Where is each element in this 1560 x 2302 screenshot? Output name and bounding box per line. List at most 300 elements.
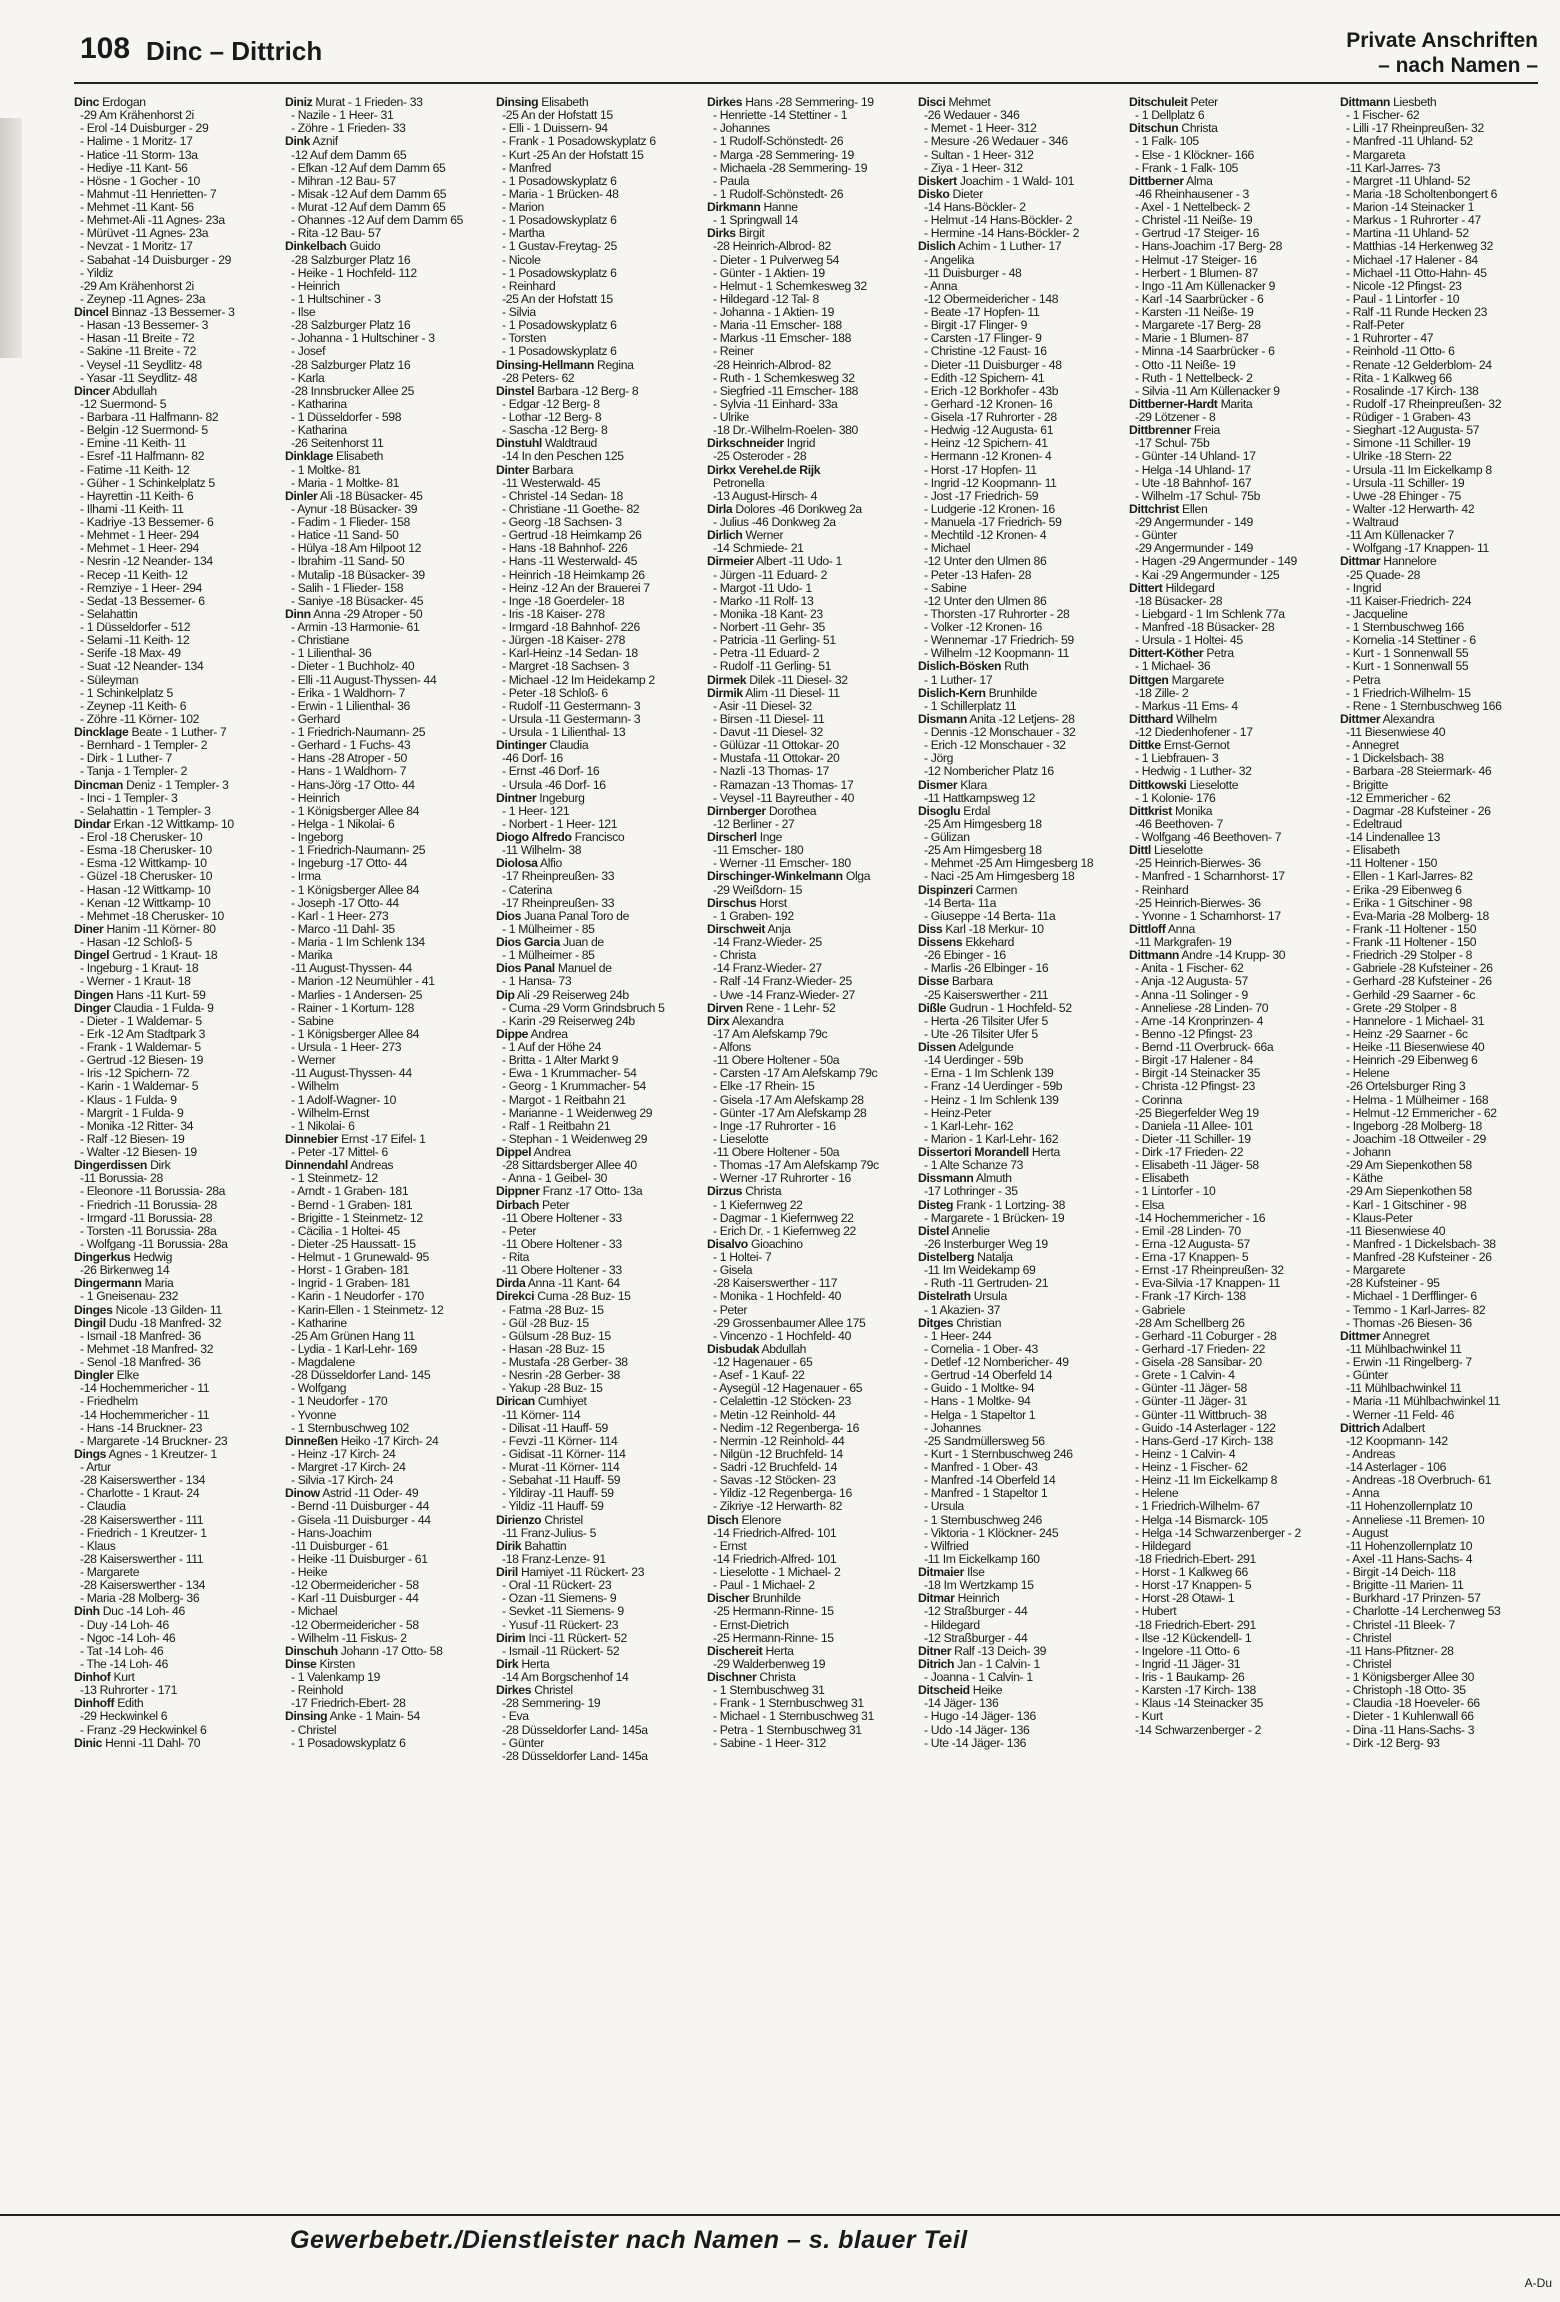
entry-text: - Esref -11 Halfmann- 82 bbox=[80, 449, 205, 464]
entry-text: - Güzel -18 Cherusker- 10 bbox=[80, 869, 213, 884]
entry-text: Claudia bbox=[549, 738, 589, 753]
entry-text: Heike bbox=[972, 1683, 1003, 1698]
entry-text: Christian bbox=[956, 1315, 1002, 1330]
entry-text: Andrea bbox=[530, 1026, 568, 1041]
entry-text: - Michael -11 Otto-Hahn- 45 bbox=[1346, 265, 1487, 280]
entry-text: - Eleonore -11 Borussia- 28a bbox=[80, 1184, 226, 1199]
entry-text: - 1 Akazien- 37 bbox=[924, 1302, 1001, 1317]
entry-text: - Heinrich -29 Eibenweg 6 bbox=[1346, 1053, 1478, 1068]
entry-text: - Renate -12 Gelderblom- 24 bbox=[1346, 357, 1492, 372]
entry-text: - Dennis -12 Monschauer - 32 bbox=[924, 725, 1076, 739]
entry-text: - Fatime -11 Keith- 12 bbox=[80, 462, 190, 477]
section-title bbox=[1346, 28, 1538, 78]
entry-text: Abdullah bbox=[761, 1341, 807, 1356]
entry-text: - Hayrettin -11 Keith- 6 bbox=[80, 488, 194, 503]
entry-text: -11 Holtener - 150 bbox=[1346, 856, 1438, 871]
entry-text: Achim - 1 Luther- 17 bbox=[957, 239, 1062, 254]
entry-text: - Frank - 1 Sternbuschweg 31 bbox=[713, 1696, 864, 1711]
entry-text: Frank - 1 Lortzing- 38 bbox=[956, 1197, 1066, 1212]
entry-text: - Gertrud -14 Oberfeld 14 bbox=[924, 1368, 1053, 1383]
entry-text: - Ursula bbox=[924, 1499, 964, 1514]
entry-text: -12 Auf dem Damm 65 bbox=[291, 147, 407, 162]
entry-text: - Iris -18 Kaiser- 278 bbox=[502, 606, 605, 621]
entry-text: - 1 Graben- 192 bbox=[713, 908, 794, 923]
entry-text: Klara bbox=[960, 777, 987, 792]
surname: Dirkschneider bbox=[707, 436, 784, 451]
entry-text: - Paula bbox=[713, 173, 750, 188]
entry-text: -25 Kaiserswerther - 211 bbox=[924, 987, 1049, 1002]
surname: Dincman bbox=[74, 777, 124, 792]
entry-text: - 1 Heer- 244 bbox=[924, 1328, 992, 1343]
surname: Dissens bbox=[918, 935, 963, 949]
entry-text: - Rita -12 Bau- 57 bbox=[291, 226, 381, 241]
entry-text: - Gerhild -29 Saarner - 6c bbox=[1346, 987, 1476, 1002]
entry-text: - Werner -11 Feld- 46 bbox=[1346, 1407, 1455, 1422]
entry-text: - Peter -18 Schloß- 6 bbox=[502, 685, 608, 700]
entry-text: - Helga -14 Bismarck- 105 bbox=[1135, 1512, 1268, 1527]
entry-text: - Bernd - 1 Graben- 181 bbox=[291, 1197, 413, 1212]
entry-text: - Gerhard - 1 Fuchs- 43 bbox=[291, 738, 411, 753]
directory-columns bbox=[74, 96, 1540, 2208]
surname: Dirzus bbox=[707, 1184, 743, 1199]
entry-text: - 1 Friedrich-Wilhelm- 67 bbox=[1135, 1499, 1260, 1514]
directory-entry bbox=[1129, 1724, 1325, 1737]
entry-text: - Anna bbox=[924, 278, 958, 293]
entry-text: -25 An der Hofstatt 15 bbox=[502, 108, 613, 123]
entry-text: - Wolfgang -46 Beethoven- 7 bbox=[1135, 830, 1282, 844]
entry-text: - Gülsum -28 Buz- 15 bbox=[502, 1328, 611, 1343]
entry-text: - Mechtild -12 Kronen- 4 bbox=[924, 528, 1047, 543]
entry-text: - Ralf -14 Franz-Wieder- 25 bbox=[713, 974, 852, 989]
entry-text: - Arne -14 Kronprinzen- 4 bbox=[1135, 1013, 1264, 1028]
entry-text: - Hermann -12 Kronen- 4 bbox=[924, 449, 1052, 464]
entry-text: -26 Seitenhorst 11 bbox=[291, 436, 384, 451]
entry-text: - Nazli -13 Thomas- 17 bbox=[713, 764, 830, 779]
entry-text: - Heike -11 Biesenwiese 40 bbox=[1346, 1040, 1485, 1054]
entry-text: - Erika - 1 Gitschiner - 98 bbox=[1346, 895, 1473, 910]
entry-text: - Kurt -25 An der Hofstatt 15 bbox=[502, 147, 644, 162]
entry-text: Inge bbox=[759, 830, 783, 844]
entry-text: - Erwin -11 Ringelberg- 7 bbox=[1346, 1355, 1472, 1369]
entry-text: - Gisela -17 Ruhrorter - 28 bbox=[924, 410, 1057, 424]
entry-text: - Johanna - 1 Aktien- 19 bbox=[713, 305, 835, 319]
entry-text: - Rene - 1 Sternbuschweg 166 bbox=[1346, 698, 1502, 713]
entry-text: - Fatma -28 Buz- 15 bbox=[502, 1302, 604, 1317]
entry-text: Deniz - 1 Templer- 3 bbox=[126, 777, 229, 792]
entry-text: -17 Schul- 75b bbox=[1135, 436, 1210, 451]
entry-text: - Klaus bbox=[80, 1538, 116, 1553]
entry-text: - Hans-Joachim -17 Berg- 28 bbox=[1135, 239, 1283, 254]
surname: Dippner bbox=[496, 1184, 540, 1199]
entry-text: - Günter bbox=[1346, 1368, 1388, 1383]
entry-text: -12 Nombericher Platz 16 bbox=[924, 764, 1054, 779]
entry-text: Almuth bbox=[975, 1171, 1012, 1186]
surname: Dinges bbox=[74, 1302, 113, 1317]
entry-text: - Hatice -11 Storm- 13a bbox=[80, 147, 198, 162]
entry-text: - Ziya - 1 Heer- 312 bbox=[924, 160, 1023, 175]
surname: Disch bbox=[707, 1512, 739, 1527]
surname: Dittloff bbox=[1129, 921, 1166, 936]
entry-text: - Ewa - 1 Krummacher- 54 bbox=[502, 1066, 637, 1081]
entry-text: - Bernd -11 Overbruck- 66a bbox=[1135, 1040, 1274, 1054]
entry-text: - Margrit - 1 Fulda- 9 bbox=[80, 1105, 184, 1120]
entry-text: Rene - 1 Lehr- 52 bbox=[745, 1000, 836, 1015]
entry-text: - Dieter - 1 Kuhlenwall 66 bbox=[1346, 1709, 1474, 1724]
entry-text: - Frank -17 Kirch- 138 bbox=[1135, 1289, 1246, 1304]
entry-text: - Karl - 1 Heer- 273 bbox=[291, 908, 389, 923]
entry-text: - 1 Friedrich-Naumann- 25 bbox=[291, 843, 426, 858]
entry-text: -26 Wedauer - 346 bbox=[924, 108, 1020, 123]
entry-text: Alexandra bbox=[731, 1013, 784, 1028]
entry-text: - Dieter -25 Haussatt- 15 bbox=[291, 1236, 416, 1251]
entry-text: - Hasan -28 Buz- 15 bbox=[502, 1341, 605, 1356]
entry-text: - 1 Rudolf-Schönstedt- 26 bbox=[713, 186, 844, 201]
entry-text: - Beate -17 Hopfen- 11 bbox=[924, 305, 1040, 319]
entry-text: - Hösne - 1 Gocher - 10 bbox=[80, 173, 200, 188]
entry-text: Ali -29 Reiserweg 24b bbox=[516, 987, 629, 1002]
entry-text: - Elke -17 Rhein- 15 bbox=[713, 1079, 815, 1094]
entry-text: - Julius -46 Donkweg 2a bbox=[713, 515, 836, 529]
entry-text: - Cornelia - 1 Ober- 43 bbox=[924, 1341, 1038, 1356]
entry-text: - Ursula -11 Schiller- 19 bbox=[1346, 475, 1465, 490]
entry-text: - Joseph -17 Otto- 44 bbox=[291, 895, 399, 910]
surname: Dinc bbox=[74, 96, 100, 109]
entry-text: Ellen bbox=[1182, 501, 1208, 516]
surname: Dirbach bbox=[496, 1197, 539, 1212]
surname: Dinkelbach bbox=[285, 239, 347, 254]
entry-text: - Mesure -26 Wedauer - 346 bbox=[924, 134, 1068, 149]
section-title-line2: – nach Namen – bbox=[1378, 54, 1538, 77]
entry-text: -29 Walderbenweg 19 bbox=[713, 1656, 826, 1671]
entry-text: - Ingeburg - 1 Kraut- 18 bbox=[80, 961, 199, 976]
entry-text: -11 Kaiser-Friedrich- 224 bbox=[1346, 593, 1472, 608]
entry-text: - Georg - 1 Krummacher- 54 bbox=[502, 1079, 646, 1094]
entry-text: - Lieselotte - 1 Michael- 2 bbox=[713, 1565, 841, 1579]
entry-text: -14 Jäger- 136 bbox=[924, 1696, 999, 1711]
surname: Dinsing bbox=[285, 1709, 328, 1724]
entry-text: -28 Kaiserswerther - 134 bbox=[80, 1473, 206, 1488]
surname: Dinneßen bbox=[285, 1433, 338, 1448]
entry-text: - Gisela bbox=[713, 1263, 753, 1278]
entry-text: - Eva-Silvia -17 Knappen- 11 bbox=[1135, 1276, 1281, 1291]
surname: Dittmann bbox=[1340, 96, 1391, 109]
entry-text: - Michael bbox=[924, 541, 971, 556]
entry-text: - Werner -11 Emscher- 180 bbox=[713, 856, 851, 871]
entry-text: - Marion - 1 Karl-Lehr- 162 bbox=[924, 1131, 1059, 1146]
entry-text: - Ursula -11 Gestermann- 3 bbox=[502, 711, 641, 726]
entry-text: - 1 Sternbuschweg 31 bbox=[713, 1683, 825, 1698]
entry-text: - Recep -11 Keith- 12 bbox=[80, 567, 188, 582]
entry-text: Ernst-Gernot bbox=[1163, 738, 1230, 753]
entry-text: -29 Am Krähenhorst 2i bbox=[80, 108, 194, 123]
entry-text: - Mustafa -28 Gerber- 38 bbox=[502, 1355, 628, 1369]
entry-text: - Kai -29 Angermunder - 125 bbox=[1135, 567, 1280, 582]
surname: Dirven bbox=[707, 1000, 743, 1015]
entry-text: - Barbara -28 Steiermark- 46 bbox=[1346, 764, 1492, 779]
entry-text: - 1 Michael- 36 bbox=[1135, 659, 1211, 674]
entry-text: Inci -11 Rückert- 52 bbox=[528, 1630, 627, 1645]
entry-text: - Gerhard -28 Kufsteiner - 26 bbox=[1346, 974, 1492, 989]
entry-text: Peter bbox=[541, 1197, 570, 1212]
entry-text: -46 Rheinhausener - 3 bbox=[1135, 186, 1249, 201]
entry-text: Alfio bbox=[539, 856, 562, 871]
surname: Dirmik bbox=[707, 685, 743, 700]
surname: Dislich-Bösken bbox=[918, 659, 1002, 674]
surname: Dittberner-Hardt bbox=[1129, 396, 1218, 411]
entry-text: - Jürgen -11 Eduard- 2 bbox=[713, 567, 828, 582]
entry-text: - Selami -11 Keith- 12 bbox=[80, 633, 190, 648]
entry-text: Alma bbox=[1186, 173, 1213, 188]
entry-text: - Claudia bbox=[80, 1499, 126, 1514]
entry-text: - Irmgard -11 Borussia- 28 bbox=[80, 1210, 213, 1225]
surname: Dirim bbox=[496, 1630, 526, 1645]
entry-text: -26 Ortelsburger Ring 3 bbox=[1346, 1079, 1466, 1094]
entry-text: - Guido - 1 Moltke- 94 bbox=[924, 1381, 1035, 1396]
entry-text: - Horst -17 Hopfen- 11 bbox=[924, 462, 1037, 477]
entry-text: - Bernd -11 Duisburger - 44 bbox=[291, 1499, 429, 1514]
entry-text: Jan - 1 Calvin- 1 bbox=[957, 1656, 1040, 1671]
entry-text: - August bbox=[1346, 1525, 1388, 1540]
surname: Dirscherl bbox=[707, 830, 757, 844]
entry-text: - Birgit -17 Flinger- 9 bbox=[924, 318, 1028, 333]
entry-text: -18 Franz-Lenze- 91 bbox=[502, 1551, 606, 1566]
entry-text: -18 Zille- 2 bbox=[1135, 685, 1189, 700]
entry-text: - Hans -28 Atroper - 50 bbox=[291, 751, 407, 766]
entry-text: - Ngoc -14 Loh- 46 bbox=[80, 1630, 176, 1645]
entry-text: - Ismail -11 Rückert- 52 bbox=[502, 1643, 620, 1658]
entry-text: - Daniela -11 Allee- 101 bbox=[1135, 1118, 1254, 1133]
entry-text: - Marko -11 Rolf- 13 bbox=[713, 593, 814, 608]
entry-text: - Burkhard -17 Prinzen- 57 bbox=[1346, 1591, 1481, 1606]
entry-text: - Ulrike -18 Stern- 22 bbox=[1346, 449, 1452, 464]
surname: Ditmaier bbox=[918, 1565, 964, 1579]
entry-text: - Rudolf -17 Rheinpreußen- 32 bbox=[1346, 396, 1502, 411]
entry-text: - Marion -12 Neumühler - 41 bbox=[291, 974, 435, 989]
surname: Ditges bbox=[918, 1315, 954, 1330]
entry-text: Brunhilde bbox=[752, 1591, 801, 1606]
entry-text: - 1 Neudorfer - 170 bbox=[291, 1394, 388, 1409]
surname: Ditscheid bbox=[918, 1683, 970, 1698]
entry-text: - Markus -11 Ems- 4 bbox=[1135, 698, 1238, 713]
entry-text: - Henriette -14 Stettiner - 1 bbox=[713, 108, 848, 123]
surname: Dink bbox=[285, 134, 311, 149]
entry-text: - Nicole bbox=[502, 252, 541, 267]
entry-text: Elisabeth bbox=[336, 449, 384, 464]
surname: Dissertori Morandell bbox=[918, 1145, 1029, 1159]
entry-text: - Rainer - 1 Kortum- 128 bbox=[291, 1000, 415, 1015]
entry-text: - Hannelore - 1 Michael- 31 bbox=[1346, 1013, 1485, 1028]
entry-text: - Manfred - 1 Dickelsbach- 38 bbox=[1346, 1236, 1496, 1251]
entry-text: - Hasan -11 Breite - 72 bbox=[80, 331, 195, 346]
entry-text: - 1 Steinmetz- 12 bbox=[291, 1171, 378, 1186]
entry-text: - 1 Düsseldorfer - 598 bbox=[291, 410, 402, 424]
entry-text: Margarete bbox=[1171, 672, 1224, 687]
entry-text: - Erich -12 Monschauer - 32 bbox=[924, 738, 1066, 753]
entry-text: - Markus -11 Emscher- 188 bbox=[713, 331, 851, 346]
entry-text: - Bernhard - 1 Templer- 2 bbox=[80, 738, 208, 753]
entry-text: - Gerhard -12 Kronen- 16 bbox=[924, 396, 1053, 411]
entry-text: -28 Kaiserswerther - 111 bbox=[80, 1551, 204, 1566]
entry-text: -28 Semmering- 19 bbox=[502, 1696, 601, 1711]
entry-text: -26 Ebinger - 16 bbox=[924, 948, 1006, 963]
surname: Dinstuhl bbox=[496, 436, 542, 451]
surname: Dinsing bbox=[496, 96, 539, 109]
entry-text: - Gabriele -28 Kufsteiner - 26 bbox=[1346, 961, 1493, 976]
entry-text: - 1 Karl-Lehr- 162 bbox=[924, 1118, 1014, 1133]
entry-text: -28 Peters- 62 bbox=[502, 370, 575, 385]
entry-text: - Gertrud -17 Steiger- 16 bbox=[1135, 226, 1260, 241]
entry-text: - Gertrud -12 Biesen- 19 bbox=[80, 1053, 204, 1068]
entry-text: Manuel de bbox=[557, 961, 612, 976]
entry-text: - Silvia -11 Am Küllenacker 9 bbox=[1135, 383, 1280, 398]
entry-text: - Dieter -11 Duisburger - 48 bbox=[924, 357, 1062, 372]
entry-text: - Heike - 1 Hochfeld- 112 bbox=[291, 265, 417, 280]
entry-text: Hildegard bbox=[1165, 580, 1215, 595]
entry-text: - Margret -18 Sachsen- 3 bbox=[502, 659, 630, 674]
entry-text: Edith bbox=[117, 1696, 144, 1711]
surname: Dindar bbox=[74, 816, 111, 831]
entry-text: Hedwig bbox=[133, 1250, 173, 1264]
surname: Dingen bbox=[74, 987, 114, 1002]
surname: Disko bbox=[918, 186, 950, 201]
entry-text: -17 Rheinpreußen- 33 bbox=[502, 895, 615, 910]
entry-text: - 1 Nikolai- 6 bbox=[291, 1118, 355, 1133]
surname: Dißle bbox=[918, 1000, 947, 1015]
entry-text: - Manfred -28 Kufsteiner - 26 bbox=[1346, 1250, 1492, 1264]
entry-text: - Karin-Ellen - 1 Steinmetz- 12 bbox=[291, 1302, 444, 1317]
entry-text: - Yildiz -12 Regenberga- 16 bbox=[713, 1486, 852, 1501]
entry-text: - Yildiray -11 Hauff- 59 bbox=[502, 1486, 614, 1501]
surname: Diskert bbox=[918, 173, 957, 188]
surname: Discher bbox=[707, 1591, 750, 1606]
surname: Dintinger bbox=[496, 738, 547, 753]
entry-text: - Frank - 1 Waldemar- 5 bbox=[80, 1040, 201, 1054]
entry-text: - Erwin - 1 Lilienthal- 36 bbox=[291, 698, 410, 713]
entry-text: - 1 Sternbuschweg 102 bbox=[291, 1420, 409, 1435]
entry-text: - Brigitte -11 Marien- 11 bbox=[1346, 1578, 1464, 1593]
entry-text: -28 Sittardsberger Allee 40 bbox=[502, 1158, 637, 1173]
entry-text: -17 Am Alefskamp 79c bbox=[713, 1026, 828, 1041]
entry-text: -18 Im Wertzkamp 15 bbox=[924, 1578, 1034, 1593]
entry-text: - 1 Sternbuschweg 166 bbox=[1346, 620, 1464, 634]
entry-text: Anita -12 Letjens- 28 bbox=[969, 711, 1075, 726]
entry-text: - Mihran -12 Bau- 57 bbox=[291, 173, 396, 188]
entry-text: - Elli - 1 Duissern- 94 bbox=[502, 121, 608, 136]
entry-text: - Marianne - 1 Weidenweg 29 bbox=[502, 1105, 653, 1120]
surname: Dittmer bbox=[1340, 711, 1381, 726]
entry-text: - Metin -12 Reinhold- 44 bbox=[713, 1407, 836, 1422]
entry-text: -29 Angermunder - 149 bbox=[1135, 541, 1253, 556]
entry-text: - Sevket -11 Siemens- 9 bbox=[502, 1604, 624, 1619]
column-6 bbox=[1129, 96, 1325, 2208]
entry-text: -11 Borussia- 28 bbox=[80, 1171, 163, 1186]
entry-text: - Belgin -12 Suermond- 5 bbox=[80, 423, 208, 438]
surname: Dirda bbox=[496, 1276, 526, 1291]
surname: Dinler bbox=[285, 488, 318, 503]
surname: Dirnberger bbox=[707, 803, 766, 818]
surname: Ditmar bbox=[918, 1591, 955, 1606]
entry-text: Annegret bbox=[1382, 1328, 1430, 1343]
entry-text: - Käthe bbox=[1346, 1171, 1383, 1186]
entry-text: Gertrud - 1 Kraut- 18 bbox=[112, 948, 218, 963]
entry-text: - Martha bbox=[502, 226, 545, 241]
entry-text: - Margarete -17 Berg- 28 bbox=[1135, 318, 1261, 333]
surname: Dincer bbox=[74, 383, 110, 398]
entry-text: - Dagmar -28 Kufsteiner - 26 bbox=[1346, 803, 1491, 818]
entry-text: -11 Obere Holtener - 33 bbox=[502, 1236, 622, 1251]
entry-text: - Birgit -17 Halener - 84 bbox=[1135, 1053, 1253, 1068]
entry-text: - Remziye - 1 Heer- 294 bbox=[80, 580, 202, 595]
entry-text: - Manfred - 1 Scharnhorst- 17 bbox=[1135, 869, 1285, 884]
entry-text: - Klaus - 1 Fulda- 9 bbox=[80, 1092, 177, 1107]
entry-text: - Helene bbox=[1346, 1066, 1390, 1081]
entry-text: - Margarete - 1 Brücken- 19 bbox=[924, 1210, 1065, 1225]
surname: Dippel bbox=[496, 1145, 532, 1159]
entry-text: - Eva bbox=[502, 1709, 529, 1724]
entry-text: Christa bbox=[759, 1670, 796, 1684]
entry-text: -12 Straßburger - 44 bbox=[924, 1604, 1028, 1619]
entry-text: - Günter -11 Jäger- 31 bbox=[1135, 1394, 1247, 1409]
entry-text: Lieselotte bbox=[1189, 777, 1239, 792]
surname: Dirkes bbox=[496, 1683, 532, 1698]
entry-text: - Yusuf -11 Rückert- 23 bbox=[502, 1617, 619, 1632]
entry-text: - Margot - 1 Reitbahn 21 bbox=[502, 1092, 626, 1107]
entry-text: - Nesrin -12 Neander- 134 bbox=[80, 554, 213, 569]
entry-text: Binnaz -13 Bessemer- 3 bbox=[111, 305, 235, 319]
entry-text: - Dilisat -11 Hauff- 59 bbox=[502, 1420, 608, 1435]
entry-text: - Esma -12 Wittkamp- 10 bbox=[80, 856, 207, 871]
entry-text: - Ingrid -12 Koopmann- 11 bbox=[924, 475, 1057, 490]
entry-text: - Rosalinde -17 Kirch- 138 bbox=[1346, 383, 1479, 398]
entry-text: - Günter - 1 Aktien- 19 bbox=[713, 265, 825, 280]
entry-text: Franz -17 Otto- 13a bbox=[542, 1184, 643, 1199]
entry-text: - Maria - 1 Brücken- 48 bbox=[502, 186, 619, 201]
entry-text: - Marlies - 1 Andersen- 25 bbox=[291, 987, 423, 1002]
entry-text: Joachim - 1 Wald- 101 bbox=[959, 173, 1075, 188]
entry-text: Dudu -18 Manfred- 32 bbox=[108, 1315, 222, 1330]
entry-text: - Jost -17 Friedrich- 59 bbox=[924, 488, 1039, 503]
surname: Dittgen bbox=[1129, 672, 1169, 687]
entry-text: - Margot -11 Udo- 1 bbox=[713, 580, 812, 595]
entry-text: - Edith -12 Spichern- 41 bbox=[924, 370, 1045, 385]
entry-text: - Ingrid -11 Jäger- 31 bbox=[1135, 1656, 1241, 1671]
entry-text: - Johannes bbox=[713, 121, 770, 136]
entry-text: - Christel bbox=[291, 1722, 337, 1737]
entry-text: - Anna bbox=[1346, 1486, 1380, 1501]
entry-text: - Helga -14 Schwarzenberger - 2 bbox=[1135, 1525, 1301, 1540]
surname: Dirican bbox=[496, 1394, 535, 1409]
entry-text: - Horst - 1 Graben- 181 bbox=[291, 1263, 409, 1278]
entry-text: - Erich Dr. - 1 Kiefernweg 22 bbox=[713, 1223, 856, 1238]
entry-text: Birgit bbox=[738, 226, 765, 241]
surname: Dittrich bbox=[1340, 1420, 1380, 1435]
entry-text: -11 Im Eickelkamp 160 bbox=[924, 1551, 1040, 1566]
entry-text: - Helmut -14 Hans-Böckler- 2 bbox=[924, 213, 1073, 228]
surname: Dirmeier bbox=[707, 554, 754, 569]
entry-text: - Nedim -12 Regenberga- 16 bbox=[713, 1420, 860, 1435]
entry-text: Andre -14 Krupp- 30 bbox=[1181, 948, 1286, 963]
entry-text: - 1 Kolonie- 176 bbox=[1135, 790, 1216, 805]
entry-text: - Ingelore -11 Otto- 6 bbox=[1135, 1643, 1240, 1658]
entry-text: - Vincenzo - 1 Hochfeld- 40 bbox=[713, 1328, 852, 1343]
entry-text: - Dirk -17 Frieden- 22 bbox=[1135, 1145, 1244, 1159]
entry-text: - Friedrich - 1 Kreutzer- 1 bbox=[80, 1525, 207, 1540]
entry-text: - Süleyman bbox=[80, 672, 139, 687]
entry-text: Natalja bbox=[977, 1250, 1013, 1264]
entry-text: Hamiyet -11 Rückert- 23 bbox=[521, 1565, 645, 1579]
surname: Dings bbox=[74, 1446, 107, 1461]
entry-text: - Maria -11 Mühlbachwinkel 11 bbox=[1346, 1394, 1500, 1409]
